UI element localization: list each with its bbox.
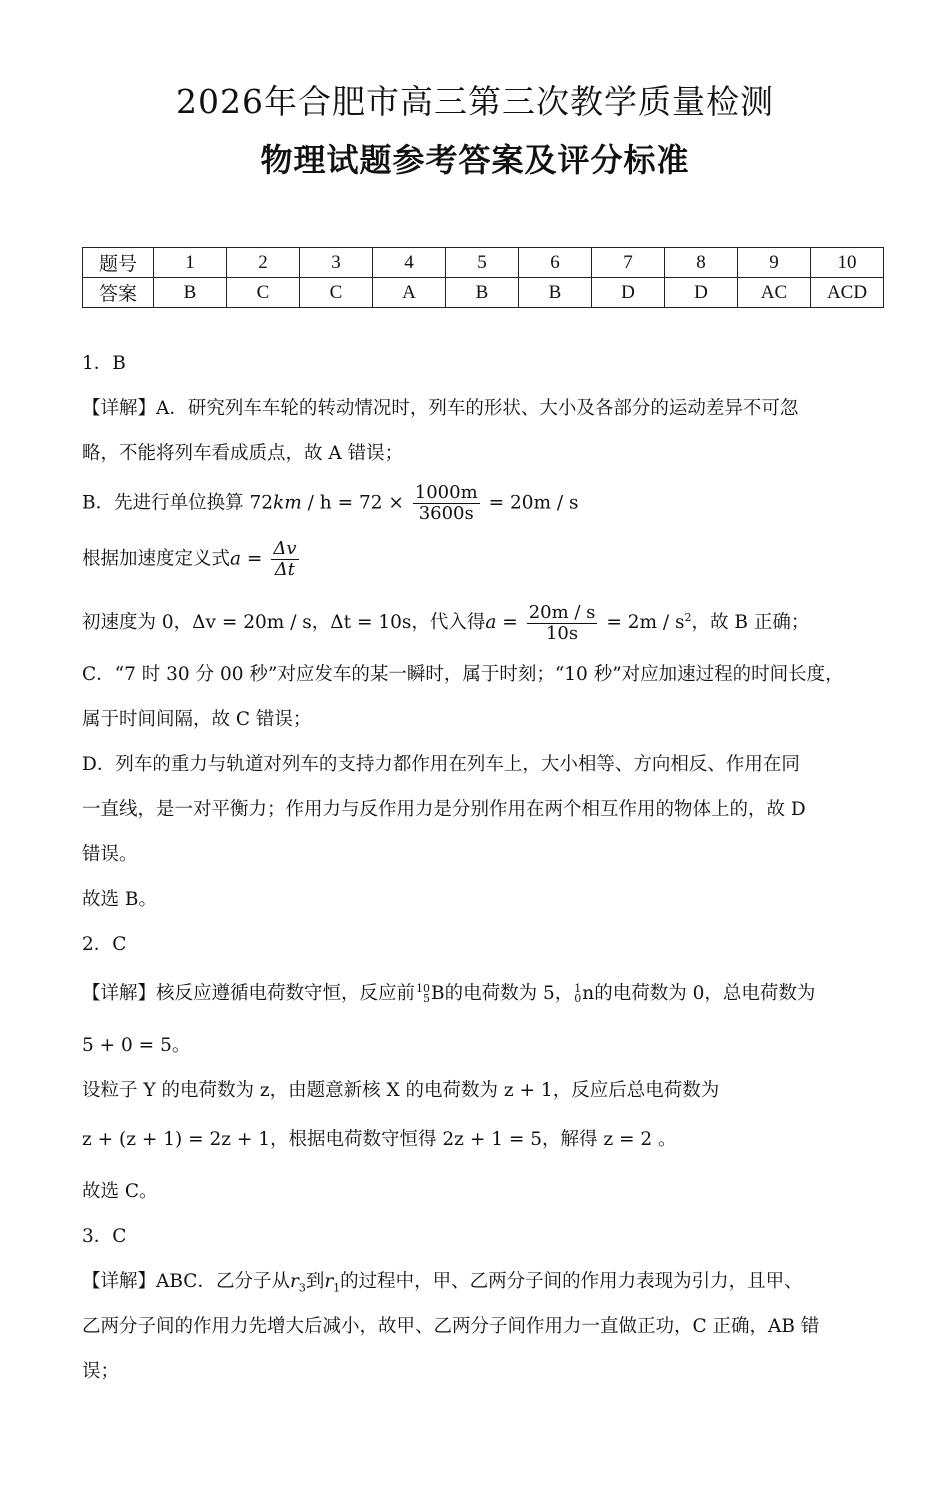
unit-km: km bbox=[273, 492, 302, 514]
table-cell: B bbox=[446, 278, 519, 308]
table-cell: B bbox=[154, 278, 227, 308]
mass-number: 1 bbox=[574, 982, 582, 995]
charge-number: 0 bbox=[574, 992, 582, 1005]
table-cell: 10 bbox=[811, 248, 884, 278]
variable-r: r bbox=[289, 1271, 299, 1292]
text: 的过程中，甲、乙两分子间的作用力表现为引力，且甲、 bbox=[340, 1271, 803, 1292]
fraction-numerator: 1000m bbox=[414, 482, 478, 503]
table-cell: 5 bbox=[446, 248, 519, 278]
table-cell: B bbox=[519, 278, 592, 308]
answer-table-answer-row bbox=[83, 278, 884, 308]
mass-number: 10 bbox=[416, 982, 431, 995]
text: 【详解】核反应遵循电荷数守恒，反应前 bbox=[82, 983, 416, 1004]
isotope-notation bbox=[574, 984, 581, 1004]
table-cell: D bbox=[665, 278, 738, 308]
table-cell: C bbox=[300, 278, 373, 308]
fraction bbox=[527, 603, 598, 644]
subscript: 1 bbox=[333, 1281, 341, 1295]
text: = 20m / s bbox=[488, 492, 579, 514]
text: 的电荷数为 0，总电荷数为 bbox=[594, 983, 816, 1004]
text: = 2m / s bbox=[606, 612, 685, 634]
table-cell: AC bbox=[738, 278, 811, 308]
fraction-denominator: 10s bbox=[545, 622, 579, 644]
table-cell: 2 bbox=[227, 248, 300, 278]
q1-line: D．列车的重力与轨道对列车的支持力都作用在列车上，大小相等、方向相反、作用在同 bbox=[82, 754, 800, 775]
q2-conclusion: 故选 C。 bbox=[82, 1181, 158, 1202]
text: 【详解】ABC．乙分子从 bbox=[82, 1271, 290, 1292]
fraction-numerator: 20m / s bbox=[528, 601, 596, 623]
text: ，故 B 正确； bbox=[691, 612, 810, 634]
variable-r: r bbox=[324, 1271, 334, 1292]
q2-nuclear-line bbox=[82, 974, 887, 1030]
q2-heading: 2．C bbox=[82, 934, 127, 955]
charge-number: 5 bbox=[423, 992, 431, 1005]
q1-line: 【详解】A．研究列车车轮的转动情况时，列车的形状、大小及各部分的运动差异不可忽 bbox=[82, 398, 799, 419]
q3-heading: 3．C bbox=[82, 1226, 127, 1247]
fraction-denominator: Δt bbox=[274, 559, 296, 580]
element-symbol: n bbox=[582, 983, 595, 1004]
q2-line: z + (z + 1) = 2z + 1，根据电荷数守恒得 2z + 1 = 5，解得 z = 2 。 bbox=[82, 1129, 677, 1150]
table-cell: 6 bbox=[519, 248, 592, 278]
table-row-label: 题号 bbox=[83, 248, 154, 278]
table-cell: 8 bbox=[665, 248, 738, 278]
fraction bbox=[271, 539, 298, 580]
superscript: 2 bbox=[684, 611, 692, 624]
q1-line: 属于时间间隔，故 C 错误； bbox=[82, 709, 312, 730]
document-subtitle: 物理试题参考答案及评分标准 bbox=[260, 141, 690, 179]
table-cell: 1 bbox=[154, 248, 227, 278]
fraction-numerator: Δv bbox=[273, 538, 297, 559]
q1-acceleration-calc bbox=[82, 595, 887, 659]
q3-line bbox=[82, 1266, 887, 1311]
fraction-denominator: 3600s bbox=[418, 503, 474, 524]
table-cell: A bbox=[373, 278, 446, 308]
q3-line: 乙两分子间的作用力先增大后减小，故甲、乙两分子间作用力一直做正功，C 正确，AB 错 bbox=[82, 1316, 820, 1337]
table-cell: 9 bbox=[738, 248, 811, 278]
text: = bbox=[496, 612, 518, 634]
variable-a: a bbox=[230, 548, 242, 570]
q2-line: 设粒子 Y 的电荷数为 z，由题意新核 X 的电荷数为 z + 1，反应后总电荷数为 bbox=[82, 1080, 720, 1101]
q1-line: 一直线，是一对平衡力；作用力与反作用力是分别作用在两个相互作用的物体上的，故 D bbox=[82, 799, 806, 820]
solution-body bbox=[82, 348, 887, 1401]
q1-conclusion: 故选 B。 bbox=[82, 889, 157, 910]
subscript: 3 bbox=[298, 1281, 306, 1295]
isotope-notation bbox=[416, 984, 430, 1004]
fraction bbox=[413, 483, 480, 524]
table-cell: ACD bbox=[811, 278, 884, 308]
q1-acceleration-definition bbox=[82, 539, 887, 595]
element-symbol: B bbox=[431, 983, 445, 1004]
table-row-label: 答案 bbox=[83, 278, 154, 308]
text: B．先进行单位换算 72 bbox=[82, 492, 274, 514]
answer-table-number-row bbox=[83, 248, 884, 278]
answer-table bbox=[82, 247, 884, 308]
q1-unit-conversion bbox=[82, 483, 887, 539]
text: 初速度为 0，Δv = 20m / s，Δt = 10s，代入得 bbox=[82, 612, 486, 634]
q1-line: 略，不能将列车看成质点，故 A 错误； bbox=[82, 443, 404, 464]
q1-heading: 1．B bbox=[82, 353, 126, 374]
variable-a: a bbox=[485, 612, 497, 634]
text: = bbox=[241, 548, 263, 570]
text: 到 bbox=[305, 1271, 325, 1292]
text: 根据加速度定义式 bbox=[82, 548, 231, 570]
table-cell: 7 bbox=[592, 248, 665, 278]
text: / h = 72 × bbox=[301, 492, 404, 514]
text: 的电荷数为 5， bbox=[444, 983, 574, 1004]
q1-line: C．“7 时 30 分 00 秒”对应发车的某一瞬时，属于时刻；“10 秒”对应加速过程的时间长度， bbox=[82, 664, 844, 685]
table-cell: C bbox=[227, 278, 300, 308]
document-title: 2026年合肥市高三第三次教学质量检测 bbox=[176, 82, 774, 121]
q3-line: 误； bbox=[82, 1361, 120, 1382]
q1-line: 错误。 bbox=[82, 844, 138, 865]
table-cell: D bbox=[592, 278, 665, 308]
table-cell: 3 bbox=[300, 248, 373, 278]
q2-line: 5 + 0 = 5。 bbox=[82, 1035, 191, 1056]
table-cell: 4 bbox=[373, 248, 446, 278]
